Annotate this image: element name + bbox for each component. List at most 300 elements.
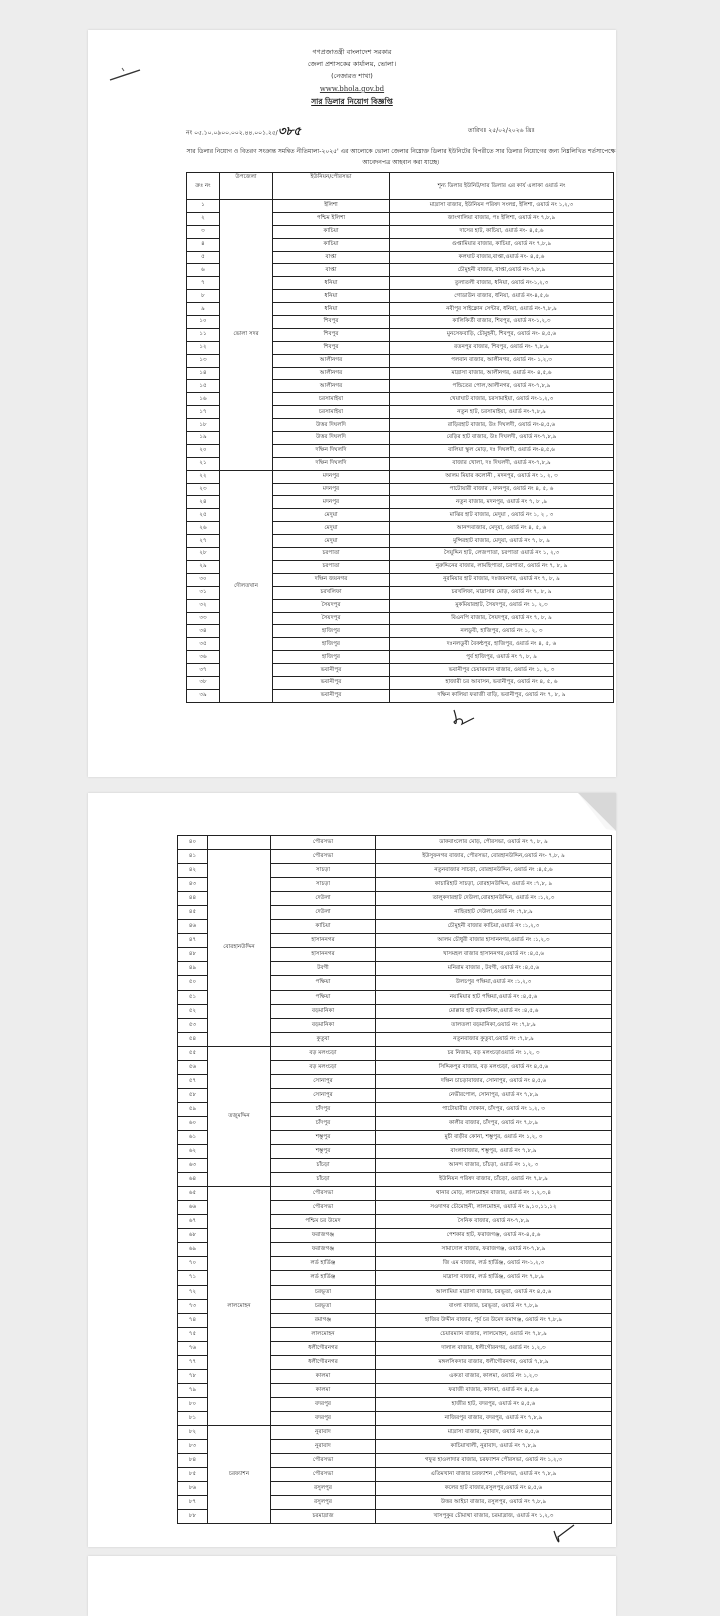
serial-cell: ১৯ — [187, 432, 220, 445]
serial-cell: ৫১ — [178, 990, 208, 1004]
union-cell: বড় মলংচড়া — [271, 1060, 376, 1074]
union-cell: কাচিয়া — [273, 225, 390, 238]
serial-cell: ৫৮ — [178, 1088, 208, 1102]
area-cell: ইউসুফনগর বাজার, পৌরসভা, বোরহানউদ্দিন,ওয়ার্ড নং- ৭,৮, ৯ — [376, 850, 612, 864]
area-cell: সৈয়ুদ্দিন হাট, লেজপাতা, চরপাতা ওয়ার্ড নং ১, ২,৩ — [390, 548, 614, 561]
memo-number-text: নং ০৫.১০.০৯০০.০০২.৪৪.০০১.২৫/ — [186, 129, 278, 137]
area-cell: আলম চৌধুরী বাজার হাসাননগর,ওয়ার্ড নং :১,২,৩ — [376, 934, 612, 948]
union-cell: মেদুয়া — [273, 509, 390, 522]
serial-cell: ২৩ — [187, 483, 220, 496]
serial-cell: ৪ — [187, 238, 220, 251]
serial-cell: ৪৪ — [178, 892, 208, 906]
government-name: গণপ্রজাতন্ত্রী বাংলাদেশ সরকার — [312, 48, 392, 56]
union-cell: চরপাতা — [273, 560, 390, 573]
union-cell: হাসাননগর — [271, 948, 376, 962]
union-cell: সাচড়া — [271, 878, 376, 892]
area-cell: নুরুদ্দিনের বাজার, লামছিপাতা, চরপাতা, ওয়ার্ড নং ৭, ৮, ৯ — [390, 560, 614, 573]
area-cell: কলের হাট বাজার,রসুলপুর,ওয়ার্ড নং ৪,৫,৬ — [376, 1482, 612, 1496]
serial-cell: ৫ — [187, 251, 220, 264]
serial-cell: ৭৮ — [178, 1369, 208, 1383]
table-row — [178, 850, 612, 864]
serial-cell: ৮৬ — [178, 1482, 208, 1496]
serial-cell: ৫৫ — [178, 1046, 208, 1060]
union-cell: ফরাজগঞ্জ — [271, 1243, 376, 1257]
union-cell: রমাগঞ্জ — [271, 1313, 376, 1327]
upazila-cell: চরফ্যাশন — [208, 1425, 271, 1523]
serial-cell: ৮০ — [178, 1397, 208, 1411]
area-cell: বাংলা বাজার, চরভূতা, ওয়ার্ড নং ৭,৮,৯ — [376, 1299, 612, 1313]
union-cell: চরভূতা — [271, 1299, 376, 1313]
area-cell: চৌমুহনী বাজার, বাপ্তা,ওয়ার্ড নং-৭,৮,৯ — [390, 264, 614, 277]
union-cell: চাঁচড়া — [271, 1173, 376, 1187]
serial-cell: ৩৭ — [187, 664, 220, 677]
union-cell: পৌরসভা — [271, 1468, 376, 1482]
memo-number — [186, 123, 301, 143]
union-cell: দক্ষিন দিঘলদি — [273, 457, 390, 470]
serial-cell: ৮৩ — [178, 1440, 208, 1454]
union-cell: ফরাজগঞ্জ — [271, 1229, 376, 1243]
serial-cell: ২২ — [187, 470, 220, 483]
serial-cell: ৫৯ — [178, 1102, 208, 1116]
page-curl — [536, 793, 616, 833]
area-cell: সৈনিক বাজার, ওয়ার্ড নং-৭,৮,৯ — [376, 1215, 612, 1229]
area-cell: মনিরাম বাজার , টবগী, ওয়ার্ড নং :৪,৫,৬ — [376, 962, 612, 976]
serial-cell: ৩৪ — [187, 625, 220, 638]
area-cell: দালাল বাজার, ধলীগৌরনগর, ওয়ার্ড নং ১,২,৩ — [376, 1341, 612, 1355]
area-cell: মুচী বাড়ীর কোনা, শম্ভুপুর, ওয়ার্ড নং ১,২, ৩ — [376, 1130, 612, 1144]
area-cell: নবীপুর সাইক্লোন সেন্টার, ধনিয়া, ওয়ার্ড নং-৭,৮,৯ — [390, 303, 614, 316]
union-cell: চাঁদপুর — [271, 1102, 376, 1116]
union-cell: নুরাবাদ — [271, 1440, 376, 1454]
table-row — [187, 470, 614, 483]
area-cell: ডাকবাংলোর মোড়, পৌরসভা, ওয়ার্ড নং ৭, ৮, ৯ — [376, 836, 612, 850]
area-cell: হাজীর হাট, বদরপুর, ওয়ার্ড নং ৪,৫,৬ — [376, 1397, 612, 1411]
area-cell: বেড়ির হাট বাজার, উঃ দিঘলদী, ওয়ার্ড নং-৭,৮,৯ — [390, 432, 614, 445]
area-cell: চেয়ারম্যান বাজার, লালমোহন, ওয়ার্ড নং ৭,৮,৯ — [376, 1327, 612, 1341]
serial-cell: ৬৮ — [178, 1229, 208, 1243]
serial-cell: ৬৪ — [178, 1173, 208, 1187]
dealer-table-page-1 — [186, 172, 614, 703]
union-cell: শম্ভুপুর — [271, 1130, 376, 1144]
union-cell: পৌরসভা — [271, 1187, 376, 1201]
area-cell: মুন্সিরহাট বাজার, মেদুয়া, ওয়ার্ড নং ৭, ৮, ৯ — [390, 535, 614, 548]
area-cell: মাদ্রাসা বাজার, নুরাবাদ, ওয়ার্ড নং ৪,৫,৬ — [376, 1425, 612, 1439]
union-cell: হাজিপুর — [273, 651, 390, 664]
serial-cell: ৬ — [187, 264, 220, 277]
serial-cell: ৬৬ — [178, 1201, 208, 1215]
serial-cell: ৪২ — [178, 864, 208, 878]
union-cell: বড়মানিকা — [271, 1018, 376, 1032]
area-cell: ইউনিয়ন পরিষদ বাজার, চাঁচড়া, ওয়ার্ড নং ৭,৮,৯ — [376, 1173, 612, 1187]
union-cell: ভবানীপুর — [273, 676, 390, 689]
union-cell: ধলীগৌরনগর — [271, 1355, 376, 1369]
serial-cell: ২৯ — [187, 560, 220, 573]
union-cell: কালমা — [271, 1383, 376, 1397]
union-cell: বড় মলংচড়া — [271, 1046, 376, 1060]
notice-title: সার ডিলার নিয়োগ বিজ্ঞপ্তি — [311, 97, 393, 106]
union-cell: ধনিয়া — [273, 277, 390, 290]
union-cell: কাচিয়া — [271, 920, 376, 934]
area-cell: চরখলিফা, মাদ্রাসার মোড়, ওয়ার্ড নং ৭, ৮, ৯ — [390, 586, 614, 599]
union-cell: শম্ভুপুর — [271, 1145, 376, 1159]
serial-cell: ২৮ — [187, 548, 220, 561]
upazila-cell — [208, 836, 271, 850]
union-cell: বদরপুর — [271, 1411, 376, 1425]
header-area: শূন্য ডিলার ইউনিট/সার ডিলার এর কার্য এলাকা ওয়ার্ড নং — [390, 173, 614, 200]
serial-cell: ১৬ — [187, 393, 220, 406]
area-cell: মাদ্রাসা বাজার, লর্ড হার্ডিঞ্জ, ওয়ার্ড নং ৭,৮,৯ — [376, 1271, 612, 1285]
union-cell: ধলীগৌরনগর — [271, 1341, 376, 1355]
area-cell: নয়ামিয়ার হাট পক্ষিয়া,ওয়ার্ড নং :৪,৫,৬ — [376, 990, 612, 1004]
union-cell: চরমাদ্রাজ — [271, 1510, 376, 1524]
union-cell: আলীনগর — [273, 380, 390, 393]
area-cell: মাঝির হাট বাজার, মেদুয়া , ওয়ার্ড নং ১, ২ , ৩ — [390, 509, 614, 522]
intro-paragraph: সার ডিলার নিয়োগ ও বিতরণ সংক্রান্ত সমন্বিত নীতিমালা-২০২৫' এর আলোকে ভোলা জেলার নিম্নোক্ত ডিলার ইউনিটের বিপরীতে সার ডিলার নিয়োগের জন্য নিম্নলিখিত শর্তসাপেক্ষে আবেদনপত্র আহবান করা যাচ্ছে। — [186, 148, 616, 166]
area-cell: নতুনবাজার কুতুবা,ওয়ার্ড নং :৭,৮,৯ — [376, 1032, 612, 1046]
serial-cell: ৫২ — [178, 1004, 208, 1018]
serial-cell: ২১ — [187, 457, 220, 470]
serial-cell: ৭৬ — [178, 1341, 208, 1355]
area-cell: খাসমহল বাজার হাসাননগর,ওয়ার্ড নং :৪,৫,৬ — [376, 948, 612, 962]
area-cell: বাংলাবাজার, শম্ভুপুর, ওয়ার্ড নং ৭,৮,৯ — [376, 1145, 612, 1159]
area-cell: নতুনবাজার সাচড়া, বোরহানউদ্দিন, ওয়ার্ড নং :৪,৫,৬ — [376, 864, 612, 878]
serial-cell: ১১ — [187, 328, 220, 341]
area-cell: কলঘাট বাজার,বাপ্তা,ওয়ার্ড নং- ৪,৫,৬ — [390, 251, 614, 264]
serial-cell: ২০ — [187, 444, 220, 457]
document-page-3 — [88, 1556, 616, 1616]
branch-name: (নেজারত শাখা) — [331, 72, 373, 80]
area-cell: গফুর হাওলাদার বাজার, চরফ্যাশন পৌরসভা, ওয়ার্ড নং ১,২,৩ — [376, 1454, 612, 1468]
area-cell: বালিয়া স্কুল মোড়, দঃ দিঘলদী, ওয়ার্ড নং-৪,৫,৬ — [390, 444, 614, 457]
serial-cell: ২৪ — [187, 496, 220, 509]
website-link[interactable]: www.bhola.gov.bd — [319, 85, 385, 93]
union-cell: উত্তর দিঘলদি — [273, 419, 390, 432]
area-cell: গুপ্তামিয়ার বাজার, কাচিয়া, ওয়ার্ড নং ৭,৮,৯ — [390, 238, 614, 251]
serial-cell: ১৪ — [187, 367, 220, 380]
area-cell: দক্ষিন চাচড়াবাজার, সোনাপুর, ওয়ার্ড নং ৪,৫,৬ — [376, 1074, 612, 1088]
serial-cell: ৬০ — [178, 1116, 208, 1130]
union-cell: বাপ্তা — [273, 264, 390, 277]
area-cell: নতুন হাট, চরসামাইয়া, ওয়ার্ড নং-৭,৮,৯ — [390, 406, 614, 419]
union-cell: ধনিয়া — [273, 290, 390, 303]
union-cell: চাঁচড়া — [271, 1159, 376, 1173]
area-cell: চৌমুহনী বাজার কাচিয়া,ওয়ার্ড নং :১,২,৩ — [376, 920, 612, 934]
serial-cell: ৮৮ — [178, 1510, 208, 1524]
union-cell: সোনাপুর — [271, 1088, 376, 1102]
area-cell: কাচারিহাট সাচড়া, বোরহানউদ্দিন, ওয়ার্ড নং :৭,৮, ৯ — [376, 878, 612, 892]
union-cell: রসুলপুর — [271, 1482, 376, 1496]
area-cell: দক্ষিন কালিয়া ফরাজী বাড়ি, ভবানীপুর, ওয়ার্ড নং ৭, ৮, ৯ — [390, 689, 614, 702]
area-cell: পলবান বাজার, আলীনগর, ওয়ার্ড নং- ১,২,৩ — [390, 354, 614, 367]
union-cell: চরভূতা — [271, 1285, 376, 1299]
area-cell: আনন্দ বাজার, চাঁচড়া, ওয়ার্ড নং ১,২, ৩ — [376, 1159, 612, 1173]
serial-cell: ১৩ — [187, 354, 220, 367]
area-cell: বাজার খোলা, দঃ দিঘলদী, ওয়ার্ড নং-৭,৮,৯ — [390, 457, 614, 470]
serial-cell: ৪৬ — [178, 920, 208, 934]
serial-cell: ১৫ — [187, 380, 220, 393]
area-cell: খাসপুকুর চৌমাথা বাজার, চরমাদ্রাজ, ওয়ার্ড নং ১,২,৩ — [376, 1510, 612, 1524]
area-cell: মঙ্গলসিকদার বাজার, ধলীগৌরনগর, ওয়ার্ড ৭,৮,৯ — [376, 1355, 612, 1369]
union-cell: হাসাননগর — [271, 934, 376, 948]
table-row — [187, 200, 614, 213]
area-cell: ভবানীপুর চেয়ারম্যান বাজার, ওয়ার্ড নং ১, ২, ৩ — [390, 664, 614, 677]
serial-cell: ১ — [187, 200, 220, 213]
union-cell: মদনপুর — [273, 496, 390, 509]
serial-cell: ৭৭ — [178, 1355, 208, 1369]
area-cell: পেশকার হাট, ফরাজগঞ্জ, ওয়ার্ড নং-৪,৫,৬ — [376, 1229, 612, 1243]
signature — [448, 706, 478, 728]
union-cell: পশ্চিম চর উমেদ — [271, 1215, 376, 1229]
area-cell: নেভীরপোল, সোনাপুর, ওয়ার্ড নং ৭,৮,৯ — [376, 1088, 612, 1102]
serial-cell: ১৭ — [187, 406, 220, 419]
serial-cell: ৪৯ — [178, 962, 208, 976]
serial-cell: ৮৭ — [178, 1496, 208, 1510]
area-cell: উত্তর আইচা বাজার, রসুলপুর, ওয়ার্ড নং ৭,৮,৯ — [376, 1496, 612, 1510]
serial-cell: ৭৯ — [178, 1383, 208, 1397]
serial-cell: ৭০ — [178, 1257, 208, 1271]
serial-cell: ৬৩ — [178, 1159, 208, 1173]
union-cell: রসুলপুর — [271, 1496, 376, 1510]
serial-cell: ৭৫ — [178, 1327, 208, 1341]
area-cell: কালিকির্তী বাজার, শিবপুর, ওয়ার্ড নং-১,২,৩ — [390, 316, 614, 329]
area-cell: উলচপুর পক্ষিয়া,ওয়ার্ড নং :১,২,৩ — [376, 976, 612, 990]
serial-cell: ১০ — [187, 316, 220, 329]
serial-cell: ৫০ — [178, 976, 208, 990]
union-cell: কালমা — [271, 1369, 376, 1383]
area-cell: হাজির উদ্দীন বাজার, পূর্ব চর উমেদ রমাগঞ্জ, ওয়ার্ড নং ৭,৮,৯ — [376, 1313, 612, 1327]
serial-cell: ৮ — [187, 290, 220, 303]
union-cell: টবগী — [271, 962, 376, 976]
serial-cell: ৬১ — [178, 1130, 208, 1144]
union-cell: শিবপুর — [273, 341, 390, 354]
union-cell: আলীনগর — [273, 367, 390, 380]
serial-cell: ৭ — [187, 277, 220, 290]
area-cell: মোল্লার হাট বড়মানিকা,ওয়ার্ড নং :৪,৫,৬ — [376, 1004, 612, 1018]
union-cell: আলীনগর — [273, 354, 390, 367]
area-cell: দঃনলডুবী বৈকন্ঠপুর, হাজিপুর, ওয়ার্ড নং ৪, ৫, ৬ — [390, 638, 614, 651]
union-cell: ভবানীপুর — [273, 689, 390, 702]
union-cell: শিবপুর — [273, 316, 390, 329]
area-cell: নলডুবী, হাজিপুর, ওয়ার্ড নং ১, ২, ৩ — [390, 625, 614, 638]
serial-cell: ৮১ — [178, 1411, 208, 1425]
header-serial: ক্রঃ নং — [187, 173, 220, 200]
serial-cell: ১৮ — [187, 419, 220, 432]
area-cell: আনন্দবাজার, মেদুয়া, ওয়ার্ড নং ৪, ৫, ৬ — [390, 522, 614, 535]
union-cell: হাজিপুর — [273, 625, 390, 638]
union-cell: পৌরসভা — [271, 1454, 376, 1468]
area-cell: তালুকদারহাট দেউলা,বোরহানউদ্দিন, ওয়ার্ড নং :১,২,৩ — [376, 892, 612, 906]
signature — [550, 1523, 578, 1547]
serial-cell: ৪৭ — [178, 934, 208, 948]
serial-cell: ৬৭ — [178, 1215, 208, 1229]
area-cell: পুর্ব হাজিপুর, ওয়ার্ড নং ৭, ৮, ৯ — [390, 651, 614, 664]
union-cell: চরসামাইয়া — [273, 393, 390, 406]
union-cell: পক্ষিয়া — [271, 976, 376, 990]
area-cell: তালতলা বড়মানিকা,ওয়ার্ড নং :৭,৮,৯ — [376, 1018, 612, 1032]
union-cell: বাপ্তা — [273, 251, 390, 264]
serial-cell: ৪৫ — [178, 906, 208, 920]
area-cell: মাদ্রাসা বাজার, ইউনিয়ন পরিষদ সংলগ্ন, ইলিশা, ওয়ার্ড নং ১,২,৩ — [390, 200, 614, 213]
union-cell: দক্ষিন জয়নগর — [273, 573, 390, 586]
area-cell: এতিমখানা বাজার চরফ্যাশন ,পৌরসভা, ওয়ার্ড নং ৭,৮,৯ — [376, 1468, 612, 1482]
area-cell: দাসের হাট, কাচিয়া, ওয়ার্ড নং- ৪,৫,৬ — [390, 225, 614, 238]
serial-cell: ৬৯ — [178, 1243, 208, 1257]
union-cell: মদনপুর — [273, 470, 390, 483]
area-cell: সামাদোল বাজার, ফরাজগঞ্জ, ওয়ার্ড নং-৭,৮,৯ — [376, 1243, 612, 1257]
serial-cell: ৫৪ — [178, 1032, 208, 1046]
header-union: ইউনিয়ন/পৌরসভা — [273, 173, 390, 200]
union-cell: লর্ড হার্ডিঞ্জ — [271, 1257, 376, 1271]
union-cell: ধনিয়া — [273, 303, 390, 316]
area-cell: সওদাগর চৌমোহনী, লালমোহন, ওয়ার্ড নং ৯,১০,১১,১২ — [376, 1201, 612, 1215]
serial-cell: ৪৩ — [178, 878, 208, 892]
header-upazila: উপজেলা — [220, 173, 273, 200]
union-cell: দেউলা — [271, 906, 376, 920]
serial-cell: ৫৭ — [178, 1074, 208, 1088]
area-cell: ফরাজী বাজার, কালমা, ওয়ার্ড নং ৪,৫,৬ — [376, 1383, 612, 1397]
serial-cell: ৩৬ — [187, 651, 220, 664]
area-cell: রাড়িরহাট বাজার, উঃ দিঘলদী, ওয়ার্ড নং-৪,৫,৬ — [390, 419, 614, 432]
upazila-cell: বোরহানউদ্দিন — [208, 850, 271, 1047]
document-page-2 — [88, 793, 616, 1547]
serial-cell: ৬২ — [178, 1145, 208, 1159]
serial-cell: ৪০ — [178, 836, 208, 850]
union-cell: কাচিয়া — [273, 238, 390, 251]
area-cell: নুরমিয়ার হাট বাজার, দঃজয়নগর, ওয়ার্ড নং ৭, ৮, ৯ — [390, 573, 614, 586]
notice-date: তারিখঃ ২৫/০২/২০২৬ খ্রিঃ — [468, 127, 535, 134]
area-cell: পাটোয়ারীর দোকান, চাঁদপুর, ওয়ার্ড নং ১,২, ৩ — [376, 1102, 612, 1116]
area-cell: আলামিয়া মাদ্রাসা বাজার, চরভূতা, ওয়ার্ড নং ৪,৫,৬ — [376, 1285, 612, 1299]
upazila-cell: ভোলা সদর — [220, 200, 273, 471]
serial-cell: ৪১ — [178, 850, 208, 864]
serial-cell: ৭২ — [178, 1285, 208, 1299]
serial-cell: ৮৪ — [178, 1454, 208, 1468]
serial-cell: ৩৮ — [187, 676, 220, 689]
serial-cell: ১২ — [187, 341, 220, 354]
office-name: জেলা প্রশাসকের কার্যালয়, ভোলা। — [307, 60, 397, 68]
dealer-table-page-2 — [177, 835, 612, 1524]
union-cell: হাজিপুর — [273, 638, 390, 651]
union-cell: চাঁদপুর — [271, 1116, 376, 1130]
area-cell: জি এম বাজার, লর্ড হার্ডিঞ্জ, ওয়ার্ড নং-১,২,৩ — [376, 1257, 612, 1271]
table-row — [178, 1425, 612, 1439]
serial-cell: ৭৪ — [178, 1313, 208, 1327]
serial-cell: ৩৫ — [187, 638, 220, 651]
serial-cell: ২ — [187, 212, 220, 225]
area-cell: চর নিজাম, বড় মলংচড়াওয়ার্ড নং ১,২, ৩ — [376, 1046, 612, 1060]
document-page-1 — [88, 30, 616, 777]
union-cell: বড়মানিকা — [271, 1004, 376, 1018]
table-header-row — [187, 173, 614, 200]
union-cell: উত্তর দিঘলদি — [273, 432, 390, 445]
upazila-cell: লালমোহন — [208, 1187, 271, 1426]
union-cell: সোনাপুর — [271, 1074, 376, 1088]
area-cell: কালীর বাজার, চাঁদপুর, ওয়ার্ড নং ৭,৮,৯ — [376, 1116, 612, 1130]
union-cell: দক্ষিন দিঘলদি — [273, 444, 390, 457]
area-cell: নাজিরপুর বাজার, বদরপুর, ওয়ার্ড নং ৭,৮,৯ — [376, 1411, 612, 1425]
serial-cell: ৩০ — [187, 573, 220, 586]
union-cell: কুতুবা — [271, 1032, 376, 1046]
area-cell: মুকমিয়ারহাট, সৈয়দপুর, ওয়ার্ড নং ১, ২,৩ — [390, 599, 614, 612]
serial-cell: ৩২ — [187, 599, 220, 612]
serial-cell: ২৬ — [187, 522, 220, 535]
union-cell: শিবপুর — [273, 328, 390, 341]
area-cell: তুলাতলী বাজার, ধনিয়া, ওয়ার্ড নং-১,২,৩ — [390, 277, 614, 290]
serial-cell: ৪৮ — [178, 948, 208, 962]
union-cell: পক্ষিয়া — [271, 990, 376, 1004]
serial-cell: ৫৩ — [178, 1018, 208, 1032]
union-cell: ইলিশা — [273, 200, 390, 213]
union-cell: নুরাবাদ — [271, 1425, 376, 1439]
serial-cell: ৩১ — [187, 586, 220, 599]
area-cell: নতুন বাজার, মদনপুর, ওয়ার্ড নং ৭, ৮ ,৯ — [390, 496, 614, 509]
serial-cell: ২৫ — [187, 509, 220, 522]
area-cell: হাজারী চর আবাসন, ভবানীপুর, ওয়ার্ড নং ৪, ৫, ৬ — [390, 676, 614, 689]
area-cell: খেয়াঘাট বাজার, চরসামাইয়া, ওয়ার্ড নং-১,২,৩ — [390, 393, 614, 406]
upazila-cell: দৌলতখান — [220, 470, 273, 702]
union-cell: মেদুয়া — [273, 522, 390, 535]
union-cell: দেউলা — [271, 892, 376, 906]
serial-cell: ৩৯ — [187, 689, 220, 702]
area-cell: পন্ডিতের পোল,আলীনগর, ওয়ার্ড নং-৭,৮,৯ — [390, 380, 614, 393]
serial-cell: ৭৩ — [178, 1299, 208, 1313]
union-cell: সৈয়দপুর — [273, 599, 390, 612]
area-cell: আলম মিয়ার কলোনী , মদনপুর, ওয়ার্ড নং ১, ২, ৩ — [390, 470, 614, 483]
union-cell: পৌরসভা — [271, 1201, 376, 1215]
area-cell: মুনসেফবাড়ি, চৌমুহনী, শিবপুর, ওয়ার্ড নং- ৪,৫,৬ — [390, 328, 614, 341]
table-row — [178, 836, 612, 850]
table-row — [178, 1046, 612, 1060]
serial-cell: ৫৬ — [178, 1060, 208, 1074]
table-row — [178, 1187, 612, 1201]
area-cell: নাছিরহাট দেউলা,ওয়ার্ড নং :৭,৮,৯ — [376, 906, 612, 920]
area-cell: থানার মোড়, লালমোহন বাজার, ওয়ার্ড নং ১,২,৩,৪ — [376, 1187, 612, 1201]
area-cell: গোডাউন বাজার, ধনিয়া, ওয়ার্ড নং-৪,৫,৬ — [390, 290, 614, 303]
serial-cell: ৮৫ — [178, 1468, 208, 1482]
serial-cell: ২৭ — [187, 535, 220, 548]
handwritten-memo-number: ৩৮৫ — [277, 124, 302, 138]
serial-cell: ৩৩ — [187, 612, 220, 625]
union-cell: চরখলিফা — [273, 586, 390, 599]
area-cell: পাটোয়ারী বাজার , মদনপুর, ওয়ার্ড নং ৪, ৫, ৬ — [390, 483, 614, 496]
union-cell: পৌরসভা — [271, 850, 376, 864]
area-cell: বিএনপি বাজার, সৈয়দপুর, ওয়ার্ড নং ৭, ৮, ৯ — [390, 612, 614, 625]
union-cell: পশ্চিম ইলিশা — [273, 212, 390, 225]
serial-cell: ৬৫ — [178, 1187, 208, 1201]
union-cell: সৈয়দপুর — [273, 612, 390, 625]
area-cell: মাদ্রাসা বাজার, আলীনগর, ওয়ার্ড নং- ৪,৫,৬ — [390, 367, 614, 380]
area-cell: কাচিয়াখালী, নুরাবাদ, ওয়ার্ড নং ৭,৮,৯ — [376, 1440, 612, 1454]
upazila-cell: তজুমদ্দিন — [208, 1046, 271, 1186]
union-cell: বদরপুর — [271, 1397, 376, 1411]
union-cell: চরসামাইয়া — [273, 406, 390, 419]
union-cell: ভবানীপুর — [273, 664, 390, 677]
area-cell: সিদ্দিকপুর বাজার, বড় মলংচড়া, ওয়ার্ড নং ৪,৫,৬ — [376, 1060, 612, 1074]
area-cell: রতনপুর বাজার, শিবপুর, ওয়ার্ড নং- ৭,৮,৯ — [390, 341, 614, 354]
serial-cell: ৮২ — [178, 1425, 208, 1439]
serial-cell: ৭১ — [178, 1271, 208, 1285]
union-cell: সাচড়া — [271, 864, 376, 878]
serial-cell: ৯ — [187, 303, 220, 316]
serial-cell: ৩ — [187, 225, 220, 238]
union-cell: মেদুয়া — [273, 535, 390, 548]
union-cell: লালমোহন — [271, 1327, 376, 1341]
union-cell: চরপাতা — [273, 548, 390, 561]
union-cell: লর্ড হার্ডিঞ্জ — [271, 1271, 376, 1285]
area-cell: একতা বাজার, কালমা, ওয়ার্ড নং ১,২,৩ — [376, 1369, 612, 1383]
union-cell: মদনপুর — [273, 483, 390, 496]
union-cell: পৌরসভা — [271, 836, 376, 850]
